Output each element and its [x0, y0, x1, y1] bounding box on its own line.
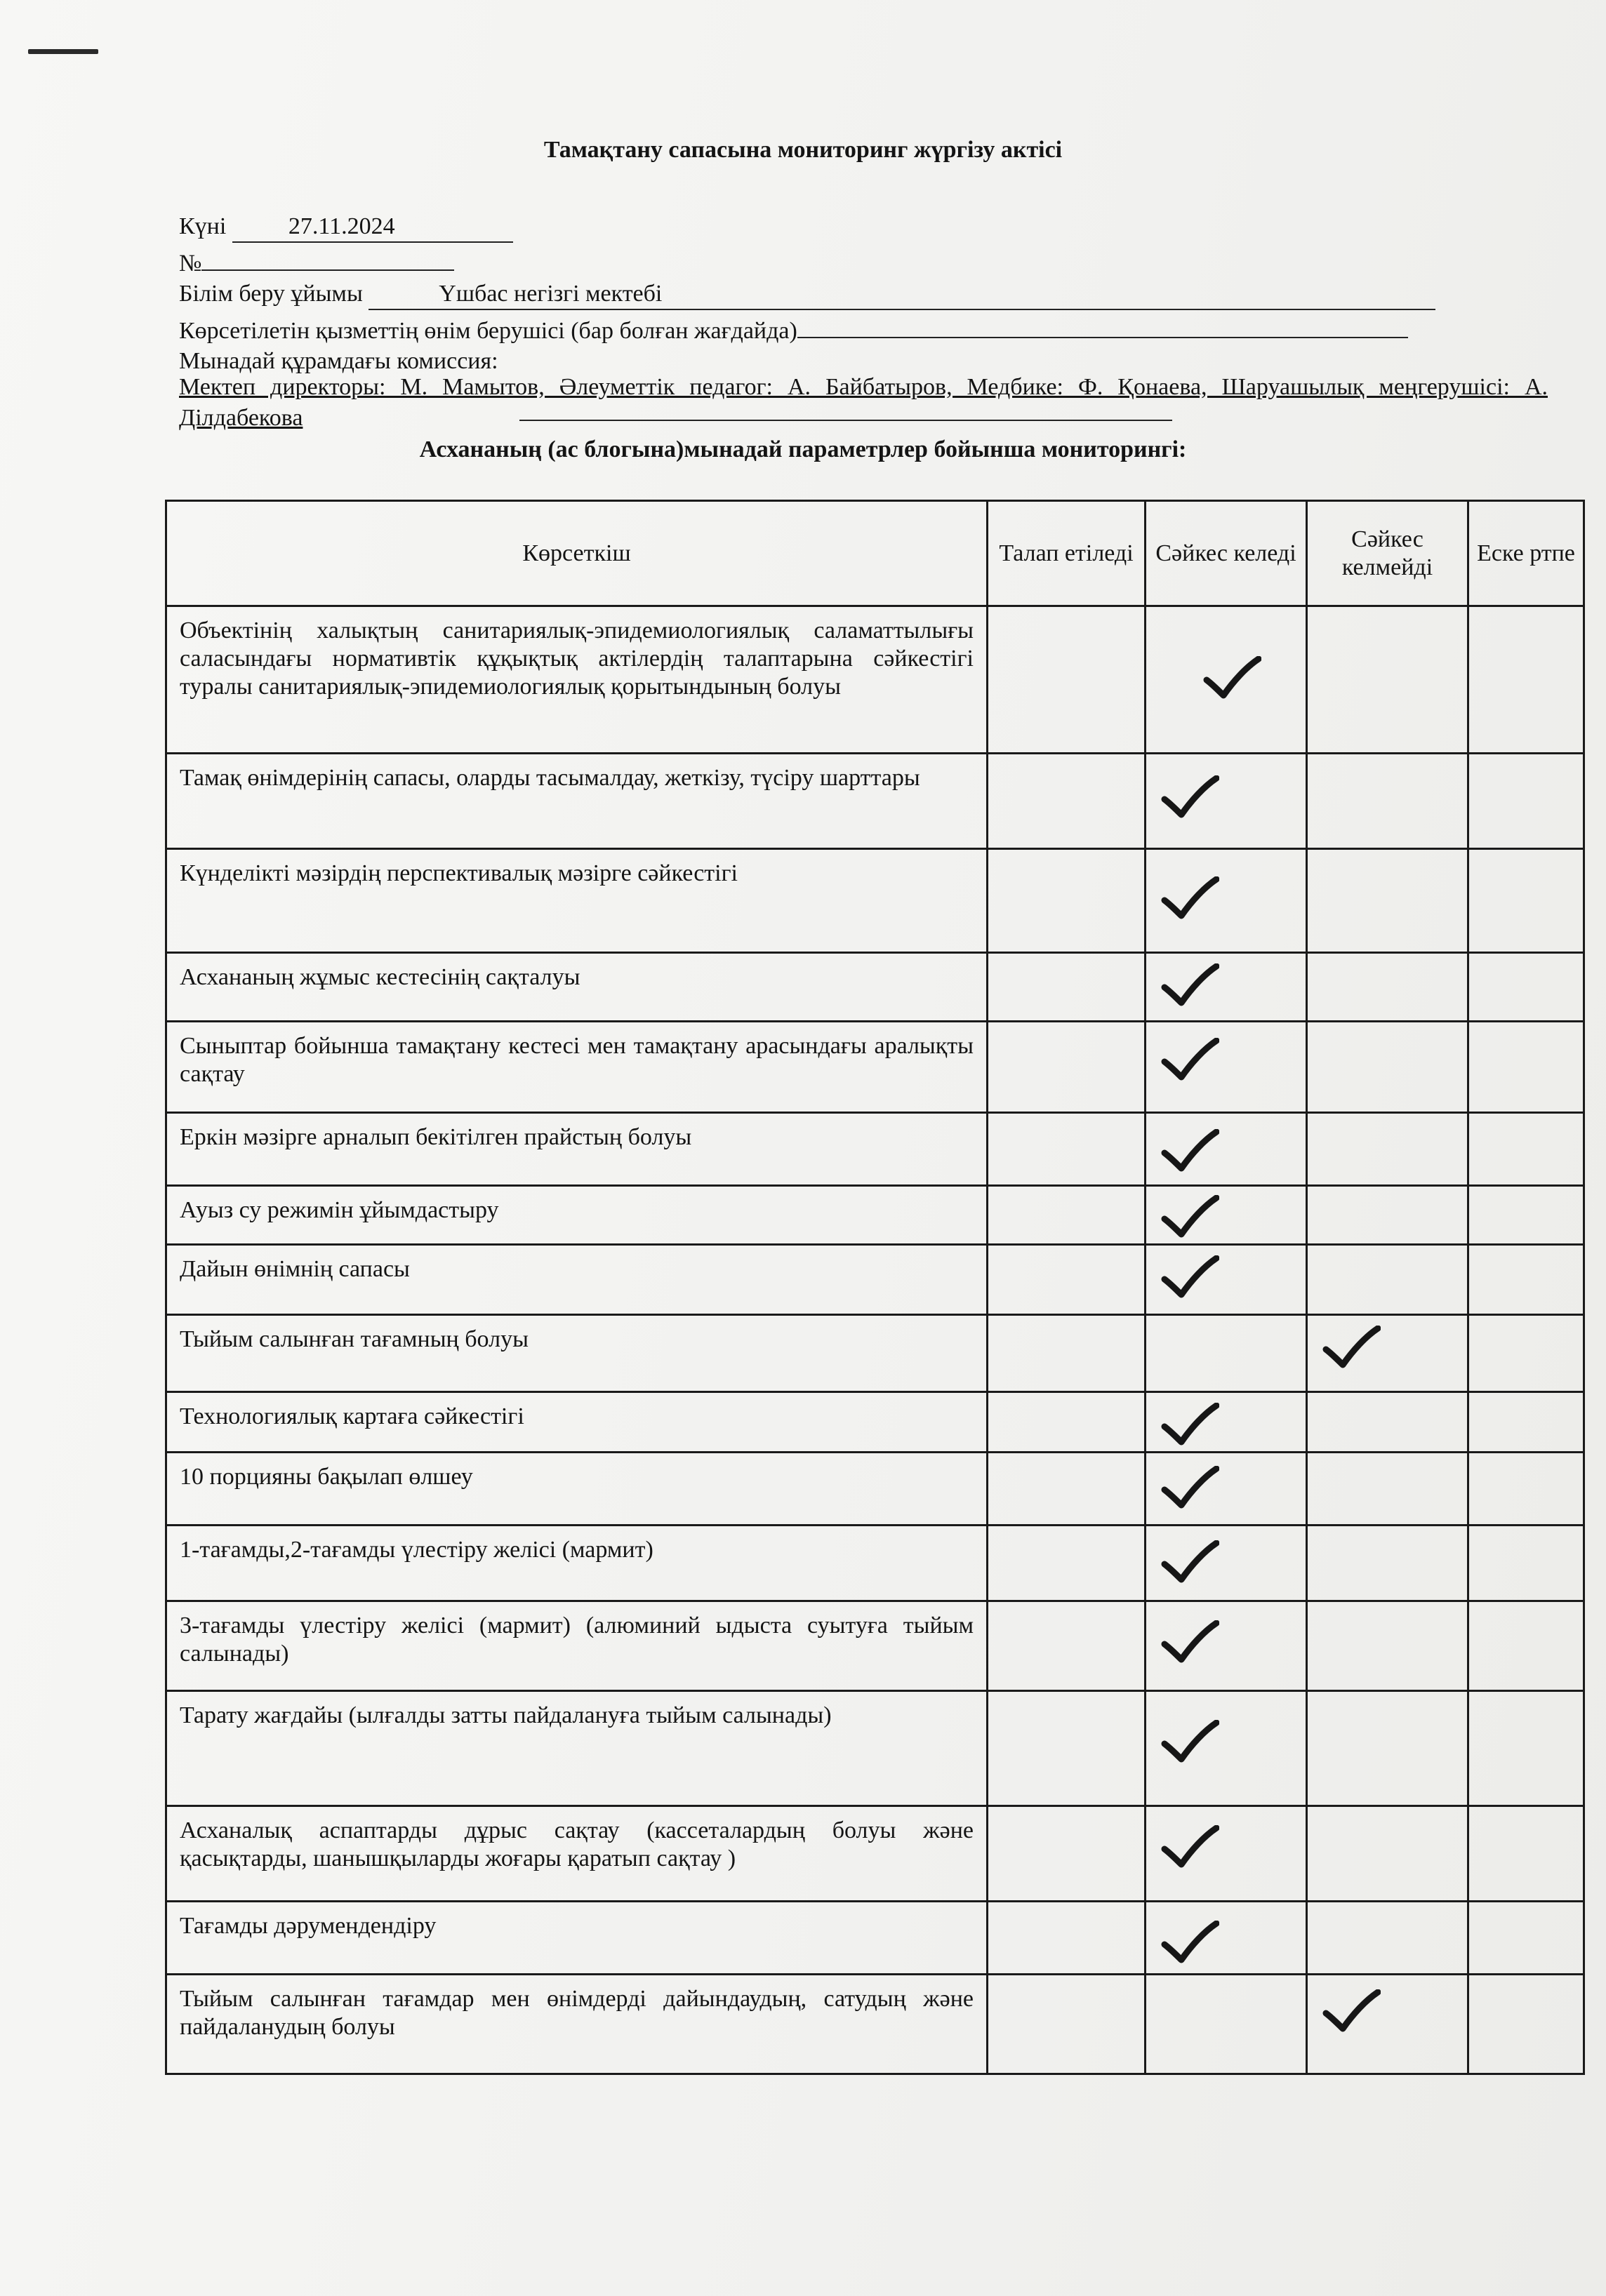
table-row [166, 1975, 1584, 2074]
cell-compliant [1146, 1902, 1307, 1975]
table-row [166, 754, 1584, 849]
org-value: Үшбас негізгі мектебі [369, 279, 1435, 310]
cell-note [1468, 754, 1584, 849]
cell-compliant [1146, 953, 1307, 1022]
table-row [166, 849, 1584, 953]
table-row [166, 1186, 1584, 1245]
cell-compliant [1146, 1601, 1307, 1691]
cell-noncompliant [1307, 1806, 1468, 1902]
document-title: Тамақтану сапасына мониторинг жүргізу актісі [543, 137, 1063, 163]
cell-noncompliant [1307, 1245, 1468, 1315]
cell-noncompliant [1307, 1186, 1468, 1245]
cell-required [988, 1453, 1146, 1526]
cell-required [988, 1022, 1146, 1113]
table-row [166, 1113, 1584, 1186]
column-header-noncompliant: Сәйкес келмейді [1307, 501, 1468, 606]
cell-required [988, 953, 1146, 1022]
cell-note [1468, 1245, 1584, 1315]
cell-indicator: Дайын өнімнің сапасы [166, 1245, 988, 1315]
table-row [166, 953, 1584, 1022]
cell-indicator: Сыныптар бойынша тамақтану кестесі мен тамақтану арасындағы аралықты сақтау [166, 1022, 988, 1113]
cell-noncompliant [1307, 953, 1468, 1022]
cell-compliant [1146, 754, 1307, 849]
monitoring-table [165, 500, 1585, 2075]
cell-noncompliant [1307, 1022, 1468, 1113]
check-icon [1160, 876, 1219, 921]
table-row [166, 1392, 1584, 1453]
cell-required [988, 1902, 1146, 1975]
cell-required [988, 1691, 1146, 1806]
cell-noncompliant [1307, 1526, 1468, 1601]
cell-compliant [1146, 1022, 1307, 1113]
cell-compliant [1146, 849, 1307, 953]
check-icon [1160, 963, 1219, 1008]
org-label: Білім беру ұйымы [179, 281, 363, 307]
cell-required [988, 1806, 1146, 1902]
check-icon [1160, 1720, 1219, 1765]
table-row [166, 1691, 1584, 1806]
cell-note [1468, 1392, 1584, 1453]
cell-indicator: Тыйым салынған тағамның болуы [166, 1315, 988, 1392]
cell-compliant [1146, 1113, 1307, 1186]
table-row [166, 1245, 1584, 1315]
cell-noncompliant [1307, 1975, 1468, 2074]
check-icon [1160, 1195, 1219, 1240]
table-row [166, 1526, 1584, 1601]
check-icon [1202, 656, 1261, 701]
cell-indicator: Тамақ өнімдерінің сапасы, оларды тасымалдау, жеткізу, түсіру шарттары [166, 754, 988, 849]
cell-indicator: Тыйым салынған тағамдар мен өнімдерді дайындаудың, сатудың және пайдаланудың болуы [166, 1975, 988, 2074]
table-row [166, 1601, 1584, 1691]
commission-blank [519, 420, 1172, 421]
provider-blank [797, 313, 1408, 338]
check-icon [1322, 1989, 1381, 2034]
table-row [166, 1806, 1584, 1902]
table-header-row [166, 501, 1584, 606]
cell-note [1468, 1315, 1584, 1392]
check-icon [1160, 1403, 1219, 1448]
cell-required [988, 1601, 1146, 1691]
cell-note [1468, 849, 1584, 953]
cell-required [988, 1315, 1146, 1392]
cell-note [1468, 1022, 1584, 1113]
check-icon [1160, 1129, 1219, 1174]
check-icon [1160, 1620, 1219, 1665]
cell-note [1468, 1975, 1584, 2074]
table-row [166, 1453, 1584, 1526]
column-header-indicator: Көрсеткіш [166, 501, 988, 606]
cell-compliant [1146, 606, 1307, 754]
cell-noncompliant [1307, 1392, 1468, 1453]
cell-note [1468, 1113, 1584, 1186]
cell-indicator: Еркін мәзірге арналып бекітілген прайстың болуы [166, 1113, 988, 1186]
cell-indicator: Асхананың жұмыс кестесінің сақталуы [166, 953, 988, 1022]
cell-noncompliant [1307, 849, 1468, 953]
cell-noncompliant [1307, 1691, 1468, 1806]
commission-label: Мынадай құрамдағы комиссия: [179, 348, 498, 374]
column-header-note: Еске ртпе [1468, 501, 1584, 606]
check-icon [1160, 775, 1219, 820]
cell-compliant [1146, 1392, 1307, 1453]
check-icon [1160, 1038, 1219, 1083]
org-line [179, 279, 1435, 310]
cell-noncompliant [1307, 1315, 1468, 1392]
cell-compliant [1146, 1453, 1307, 1526]
cell-required [988, 1975, 1146, 2074]
cell-compliant [1146, 1186, 1307, 1245]
cell-noncompliant [1307, 1601, 1468, 1691]
cell-required [988, 1245, 1146, 1315]
cell-indicator: Тағамды дәрумендендіру [166, 1902, 988, 1975]
number-label: № [179, 251, 202, 276]
date-line [179, 212, 513, 243]
cell-compliant [1146, 1315, 1307, 1392]
check-icon [1160, 1921, 1219, 1965]
cell-indicator: 3-тағамды үлестіру желісі (мармит) (алюминий ыдыста суытуға тыйым салынады) [166, 1601, 988, 1691]
cell-required [988, 1526, 1146, 1601]
provider-label: Көрсетілетін қызметтің өнім берушісі (бар болған жағдайда) [179, 318, 797, 344]
column-header-required: Талап етіледі [988, 501, 1146, 606]
check-icon [1160, 1825, 1219, 1870]
table-row [166, 1315, 1584, 1392]
cell-noncompliant [1307, 1902, 1468, 1975]
cell-note [1468, 606, 1584, 754]
number-line [179, 246, 454, 279]
cell-indicator: Күнделікті мәзірдің перспективалық мәзірге сәйкестігі [166, 849, 988, 953]
cell-indicator: Асханалық аспаптарды дұрыс сақтау (кассеталардың болуы және қасықтарды, шанышқыларды жоғары қаратып сақтау ) [166, 1806, 988, 1902]
cell-note [1468, 953, 1584, 1022]
cell-compliant [1146, 1245, 1307, 1315]
cell-noncompliant [1307, 1113, 1468, 1186]
cell-required [988, 1113, 1146, 1186]
cell-required [988, 1392, 1146, 1453]
cell-indicator: Объектінің халықтың санитариялық-эпидемиологиялық саламаттылығы саласындағы нормативтік құқықтық актілердің талаптарына сәйкестігі туралы санитариялық-эпидемиологиялық қорытындының болуы [166, 606, 988, 754]
table-row [166, 1902, 1584, 1975]
table-row [166, 606, 1584, 754]
provider-line [179, 313, 1408, 346]
cell-indicator: Тарату жағдайы (ылғалды затты пайдалануға тыйым салынады) [166, 1691, 988, 1806]
cell-compliant [1146, 1806, 1307, 1902]
cell-note [1468, 1806, 1584, 1902]
table-row [166, 1022, 1584, 1113]
check-icon [1160, 1466, 1219, 1511]
cell-indicator: 10 порцияны бақылап өлшеу [166, 1453, 988, 1526]
cell-compliant [1146, 1975, 1307, 2074]
cell-note [1468, 1902, 1584, 1975]
cell-indicator: Ауыз су режимін ұйымдастыру [166, 1186, 988, 1245]
column-header-compliant: Сәйкес келеді [1146, 501, 1307, 606]
cell-compliant [1146, 1691, 1307, 1806]
cell-required [988, 1186, 1146, 1245]
cell-noncompliant [1307, 606, 1468, 754]
cell-indicator: Технологиялық картаға сәйкестігі [166, 1392, 988, 1453]
cell-required [988, 754, 1146, 849]
cell-required [988, 606, 1146, 754]
cell-indicator: 1-тағамды,2-тағамды үлестіру желісі (мармит) [166, 1526, 988, 1601]
section-title: Асхананың (ас блогына)мынадай параметрлер бойынша мониторингі: [419, 436, 1187, 462]
cell-note [1468, 1453, 1584, 1526]
cell-required [988, 849, 1146, 953]
cell-note [1468, 1186, 1584, 1245]
check-icon [1160, 1540, 1219, 1585]
check-icon [1322, 1326, 1381, 1370]
date-value: 27.11.2024 [232, 212, 513, 243]
cell-compliant [1146, 1526, 1307, 1601]
cell-note [1468, 1691, 1584, 1806]
date-label: Күні [179, 213, 227, 239]
cell-note [1468, 1601, 1584, 1691]
cell-noncompliant [1307, 1453, 1468, 1526]
cell-note [1468, 1526, 1584, 1601]
cell-noncompliant [1307, 754, 1468, 849]
commission-members: Мектеп директоры: М. Мамытов, Әлеуметтік педагог: А. Байбатыров, Медбике: Ф. Қонаева, Шаруашылық меңгерушісі: А. Ділдабекова [179, 374, 1548, 431]
check-icon [1160, 1255, 1219, 1300]
corner-mark [28, 49, 98, 54]
number-blank [201, 246, 454, 271]
